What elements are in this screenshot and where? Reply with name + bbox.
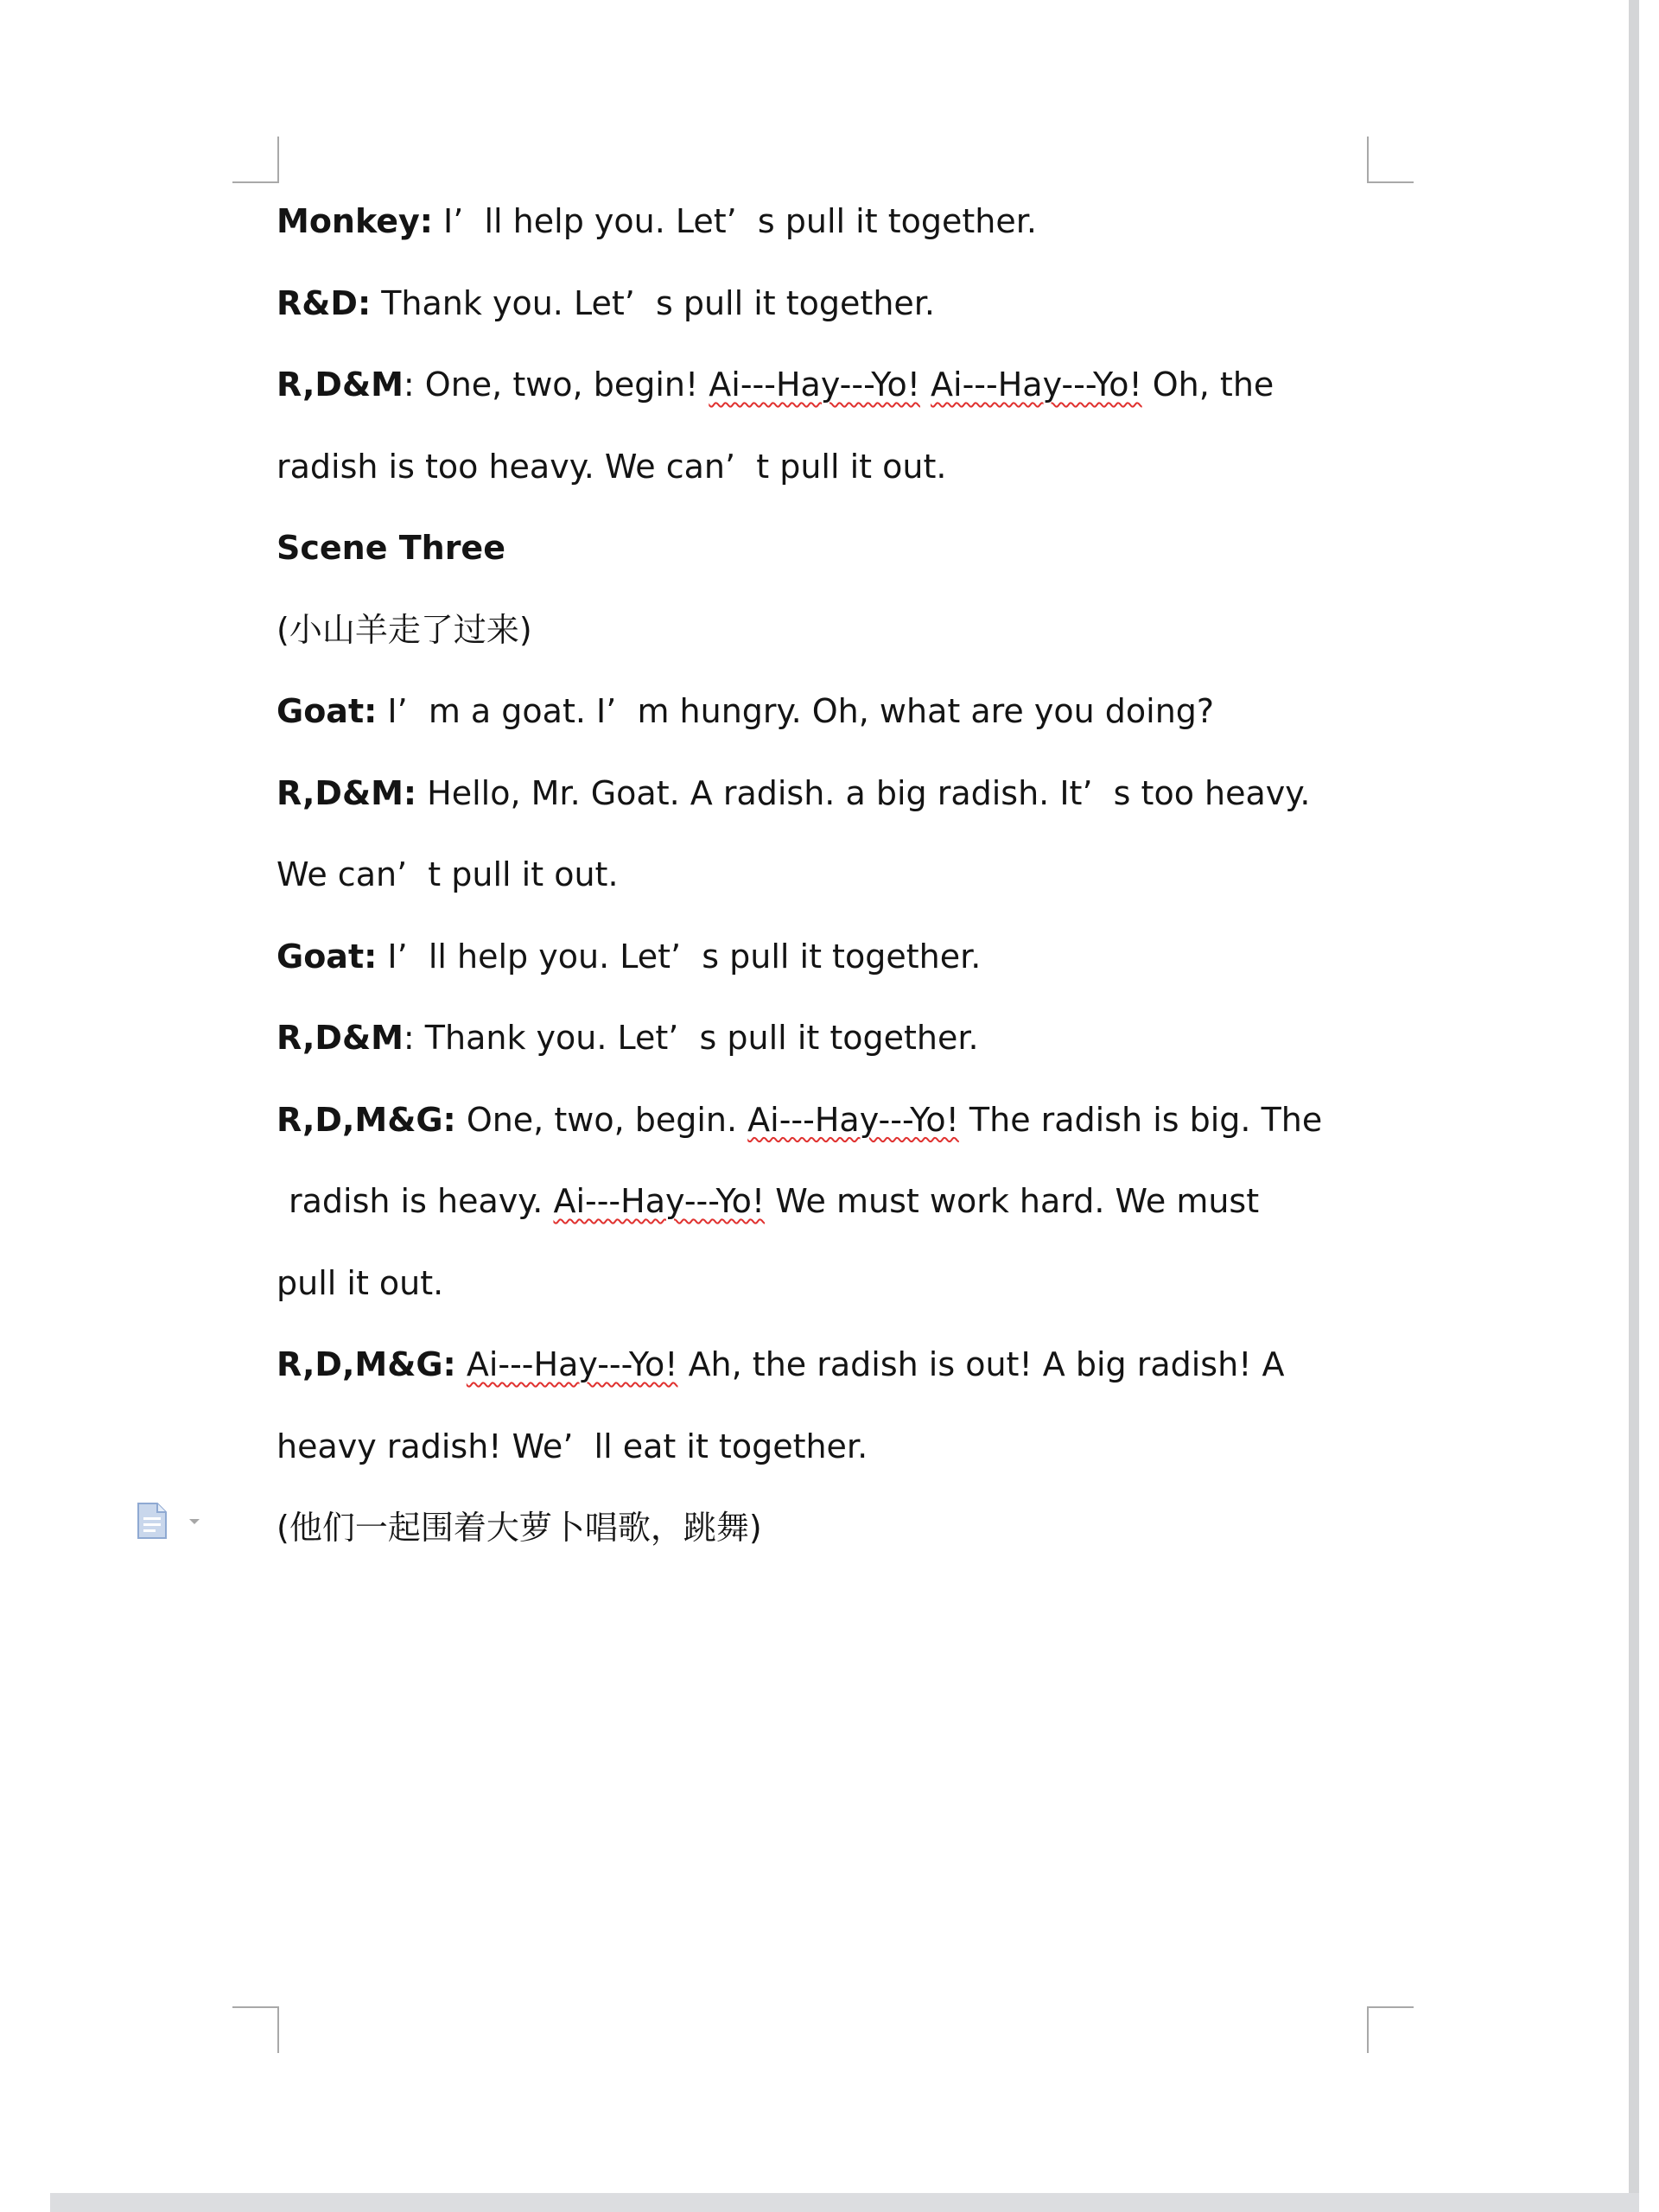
page-bottom-edge <box>50 2193 1639 2212</box>
dialogue-text: : One, two, begin! <box>403 365 709 404</box>
dialogue-text: pull it out. <box>276 1263 444 1302</box>
scene-heading <box>276 527 505 569</box>
dialogue-line <box>276 200 1037 242</box>
dialogue-text: Ah, the radish is out! A big radish! A <box>677 1345 1285 1383</box>
dialogue-line <box>276 936 981 977</box>
paste-options-icon[interactable] <box>135 1502 169 1540</box>
dialogue-line <box>276 1099 1322 1141</box>
dialogue-line <box>276 1426 868 1467</box>
dialogue-text: radish is too heavy. We can’ t pull it out. <box>276 447 947 486</box>
dialogue-line <box>276 1180 1259 1222</box>
dialogue-line <box>276 690 1214 732</box>
dialogue-text: One, two, begin. <box>455 1100 748 1139</box>
dialogue-text: Thank you. Let’ s pull it together. <box>371 283 936 322</box>
dialogue-text: Hello, Mr. Goat. A radish. a big radish. It’ s too heavy. <box>416 773 1311 812</box>
spelling-error-text: Ai---Hay---Yo! <box>747 1100 959 1139</box>
dialogue-text: radish is heavy. <box>289 1182 554 1220</box>
crop-mark-top-left <box>232 137 279 183</box>
dialogue-line <box>276 446 946 487</box>
dialogue-text <box>456 1345 467 1383</box>
dialogue-line <box>276 1262 443 1304</box>
dialogue-line <box>276 772 1310 814</box>
dialogue-line <box>276 1017 979 1058</box>
dialogue-text: heavy radish! We’ ll eat it together. <box>276 1427 868 1465</box>
dialogue-text: We must work hard. We must <box>765 1182 1260 1220</box>
speaker-label: R,D&M <box>276 1019 404 1057</box>
crop-mark-top-right <box>1367 137 1414 183</box>
dialogue-line <box>276 1507 762 1548</box>
speaker-label: Monkey: <box>276 202 433 240</box>
speaker-label: R&D: <box>276 283 372 322</box>
dialogue-line <box>276 283 935 324</box>
dialogue-line <box>276 364 1274 405</box>
speaker-label: R,D&M <box>276 365 404 404</box>
dialogue-line <box>276 1344 1285 1385</box>
spelling-error-text: Ai---Hay---Yo! <box>466 1345 678 1383</box>
spelling-error-text: Ai---Hay---Yo! <box>931 365 1142 404</box>
dialogue-text: (小山羊走了过来) <box>276 610 532 649</box>
dialogue-text: The radish is big. The <box>958 1100 1323 1139</box>
window-right-margin <box>1639 0 1659 2212</box>
speaker-label: R,D&M: <box>276 773 417 812</box>
dialogue-text: I’ m a goat. I’ m hungry. Oh, what are you doing? <box>377 692 1215 730</box>
dialogue-text: I’ ll help you. Let’ s pull it together. <box>377 937 982 976</box>
dialogue-text <box>920 365 931 404</box>
speaker-label: Goat: <box>276 692 378 730</box>
dialogue-text: We can’ t pull it out. <box>276 855 619 893</box>
speaker-label: R,D,M&G: <box>276 1345 456 1383</box>
dialogue-text: (他们一起围着大萝卜唱歌，跳舞) <box>276 1509 762 1547</box>
dropdown-arrow-icon[interactable] <box>187 1514 202 1524</box>
crop-mark-bottom-right <box>1367 2006 1414 2053</box>
dialogue-line <box>276 609 532 651</box>
spelling-error-text: Ai---Hay---Yo! <box>709 365 920 404</box>
scene-heading-text: Scene Three <box>276 529 505 567</box>
dialogue-text: Oh, the <box>1141 365 1274 404</box>
speaker-label: R,D,M&G: <box>276 1100 456 1139</box>
crop-mark-bottom-left <box>232 2006 279 2053</box>
dialogue-text: : Thank you. Let’ s pull it together. <box>403 1019 979 1057</box>
vertical-scroll-edge <box>1629 0 1639 2193</box>
spelling-error-text: Ai---Hay---Yo! <box>553 1182 766 1220</box>
dialogue-text: I’ ll help you. Let’ s pull it together. <box>432 202 1037 240</box>
speaker-label: Goat: <box>276 937 378 976</box>
dialogue-line <box>276 854 619 895</box>
